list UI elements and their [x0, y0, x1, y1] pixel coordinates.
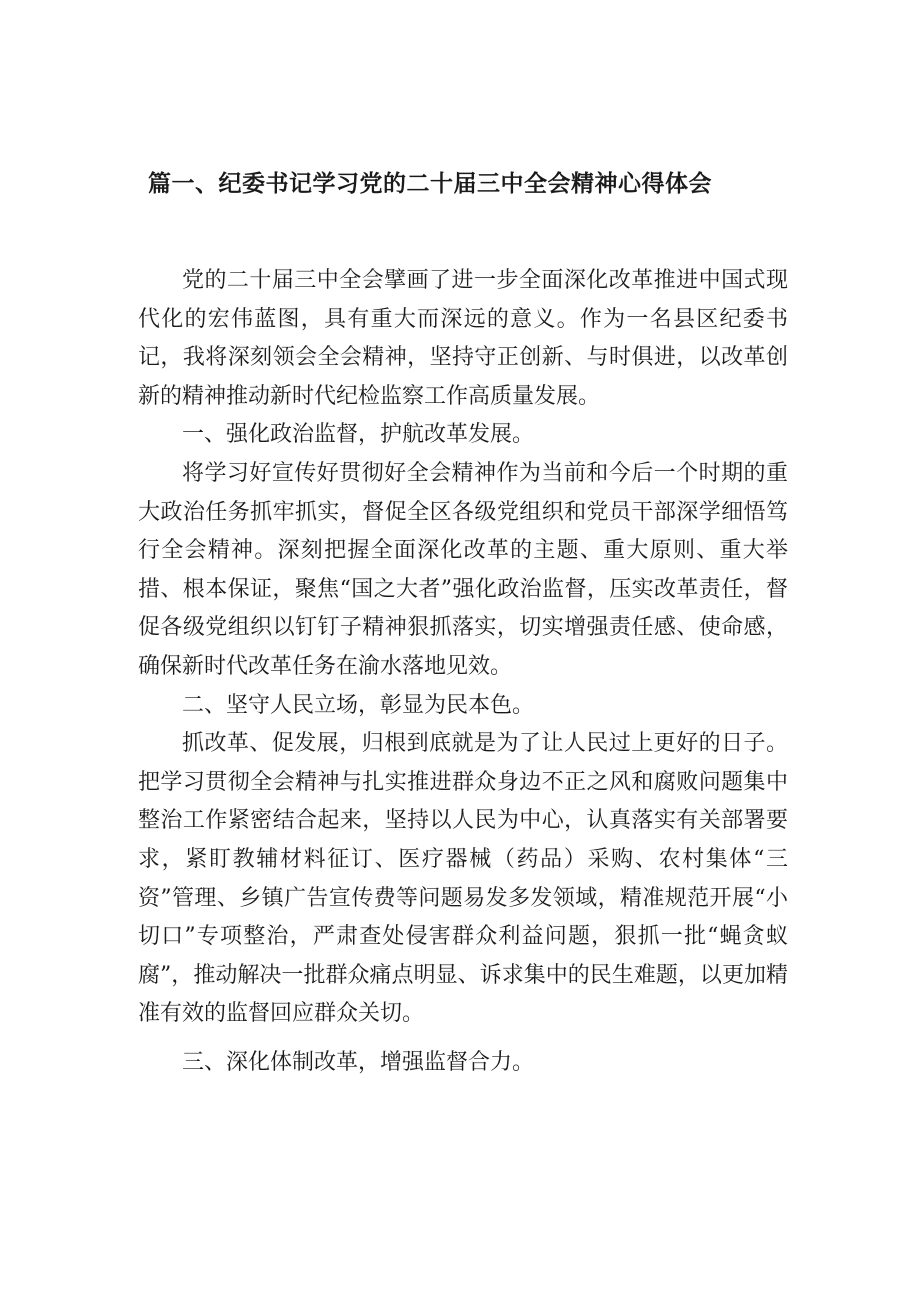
- intro-paragraph: 党的二十届三中全会擘画了进一步全面深化改革推进中国式现代化的宏伟蓝图，具有重大而深远的意义。作为一名县区纪委书记，我将深刻领会全会精神，坚持守正创新、与时俱进，以改革创新的精神推动新时代纪检监察工作高质量发展。: [138, 268, 788, 409]
- document-body: [138, 262, 788, 1082]
- document-title: 篇一、纪委书记学习党的二十届三中全会精神心得体会: [148, 171, 712, 197]
- section-heading-1: 一、强化政治监督，护航改革发展。: [182, 422, 535, 448]
- section-paragraph-2: 抓改革、促发展，归根到底就是为了让人民过上更好的日子。把学习贯彻全会精神与扎实推进群众身边不正之风和腐败问题集中整治工作紧密结合起来，坚持以人民为中心，认真落实有关部署要求，紧盯教辅材料征订、医疗器械（药品）采购、农村集体“三资”管理、乡镇广告宣传费等问题易发多发领域，精准规范开展“小切口”专项整治，严肃查处侵害群众利益问题，狠抓一批“蝇贪蚁腐”，推动解决一批群众痛点明显、诉求集中的民生难题，以更加精准有效的监督回应群众关切。: [138, 731, 788, 1027]
- section-paragraph-1: 将学习好宣传好贯彻好全会精神作为当前和今后一个时期的重大政治任务抓牢抓实，督促全区各级党组织和党员干部深学细悟笃行全会精神。深刻把握全面深化改革的主题、重大原则、重大举措、根本保证，聚焦“国之大者”强化政治监督，压实改革责任，督促各级党组织以钉钉子精神狠抓落实，切实增强责任感、使命感，确保新时代改革任务在渝水落地见效。: [138, 460, 788, 679]
- section-heading-2: 二、坚守人民立场，彰显为民本色。: [182, 692, 535, 718]
- section-heading-3: 三、深化体制改革，增强监督合力。: [182, 1049, 535, 1075]
